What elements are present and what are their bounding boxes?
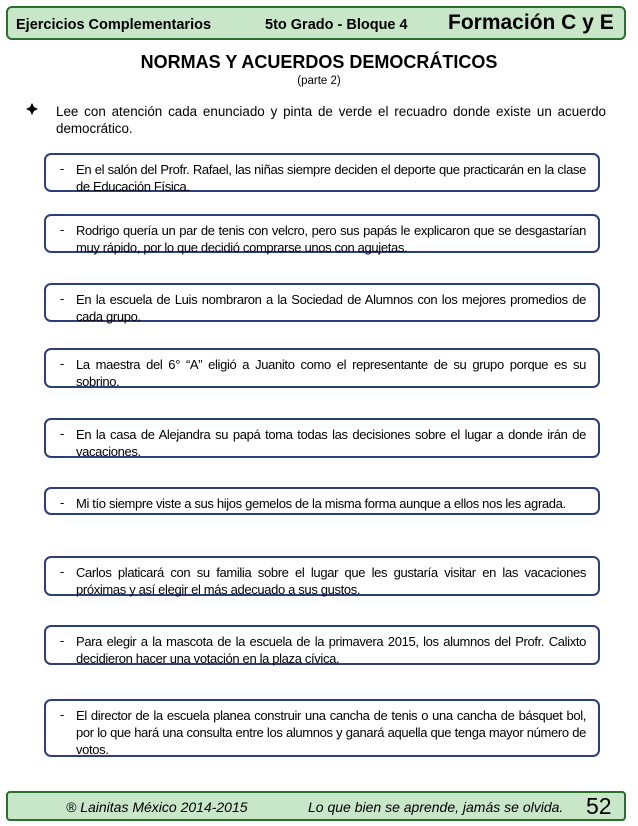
page-number: 52 (586, 793, 612, 819)
statement-text: En el salón del Profr. Rafael, las niñas siempre deciden el deporte que practicarán en la clase de Educación Física. (76, 162, 586, 194)
statement-box-2[interactable] (44, 214, 600, 253)
statement-text: Mi tío siempre viste a sus hijos gemelos de la misma forma aunque a ellos nos les agrada. (76, 496, 566, 511)
statement-box-8[interactable] (44, 625, 600, 665)
statement-box-6[interactable] (44, 487, 600, 515)
statement-text: En la casa de Alejandra su papá toma todas las decisiones sobre el lugar a donde irán de vacaciones. (76, 427, 586, 459)
dash-marker: - (60, 356, 65, 371)
diamond-bullet-icon (26, 103, 38, 120)
statement-box-4[interactable] (44, 348, 600, 388)
dash-marker: - (60, 426, 65, 441)
dash-marker: - (60, 291, 65, 306)
header-bar (6, 6, 626, 40)
statement-text: Rodrigo quería un par de tenis con velcro, pero sus papás le explicaron que se desgastarían muy rápido, por lo que decidió comprarse unos con agujetas. (76, 223, 586, 255)
dash-marker: - (60, 707, 65, 722)
dash-marker: - (60, 161, 65, 176)
series-title: Ejercicios Complementarios (16, 17, 212, 33)
statement-box-9[interactable] (44, 699, 600, 757)
dash-marker: - (60, 222, 65, 237)
statement-box-3[interactable] (44, 283, 600, 322)
instruction-text: Lee con atención cada enunciado y pinta de verde el recuadro donde existe un acuerdo democrático. (56, 104, 606, 136)
dash-marker: - (60, 495, 65, 510)
page-title: NORMAS Y ACUERDOS DEMOCRÁTICOS (140, 52, 498, 72)
instruction (26, 103, 606, 137)
page-subtitle: (parte 2) (297, 75, 341, 87)
dash-marker: - (60, 633, 65, 648)
statement-box-1[interactable] (44, 153, 600, 192)
statement-text: La maestra del 6° “A” eligió a Juanito como el representante de su grupo porque es su sobrino. (76, 357, 586, 389)
statement-text: Carlos platicará con su familia sobre el lugar que les gustaría visitar en las vacaciones próximas y así elegir el más adecuado a sus gustos. (76, 565, 586, 597)
statement-text: En la escuela de Luis nombraron a la Sociedad de Alumnos con los mejores promedios de cada grupo. (76, 292, 586, 324)
footer-bar (6, 791, 626, 821)
statement-text: Para elegir a la mascota de la escuela de la primavera 2015, los alumnos del Profr. Calixto decidieron hacer una votación en la plaza cívica. (76, 634, 586, 666)
statement-box-5[interactable] (44, 418, 600, 458)
subject-label: Formación C y E (448, 11, 614, 34)
dash-marker: - (60, 564, 65, 579)
statement-text: El director de la escuela planea construir una cancha de tenis o una cancha de básquet bol, por lo que hará una consulta entre los alumnos y ganará aquella que tenga mayor número de votos. (76, 708, 586, 757)
statement-box-7[interactable] (44, 556, 600, 596)
motto-text: Lo que bien se aprende, jamás se olvida. (308, 799, 564, 815)
copyright-text: ® Lainitas México 2014-2015 (66, 799, 248, 815)
grade-label: 5to Grado - Bloque 4 (265, 17, 408, 33)
